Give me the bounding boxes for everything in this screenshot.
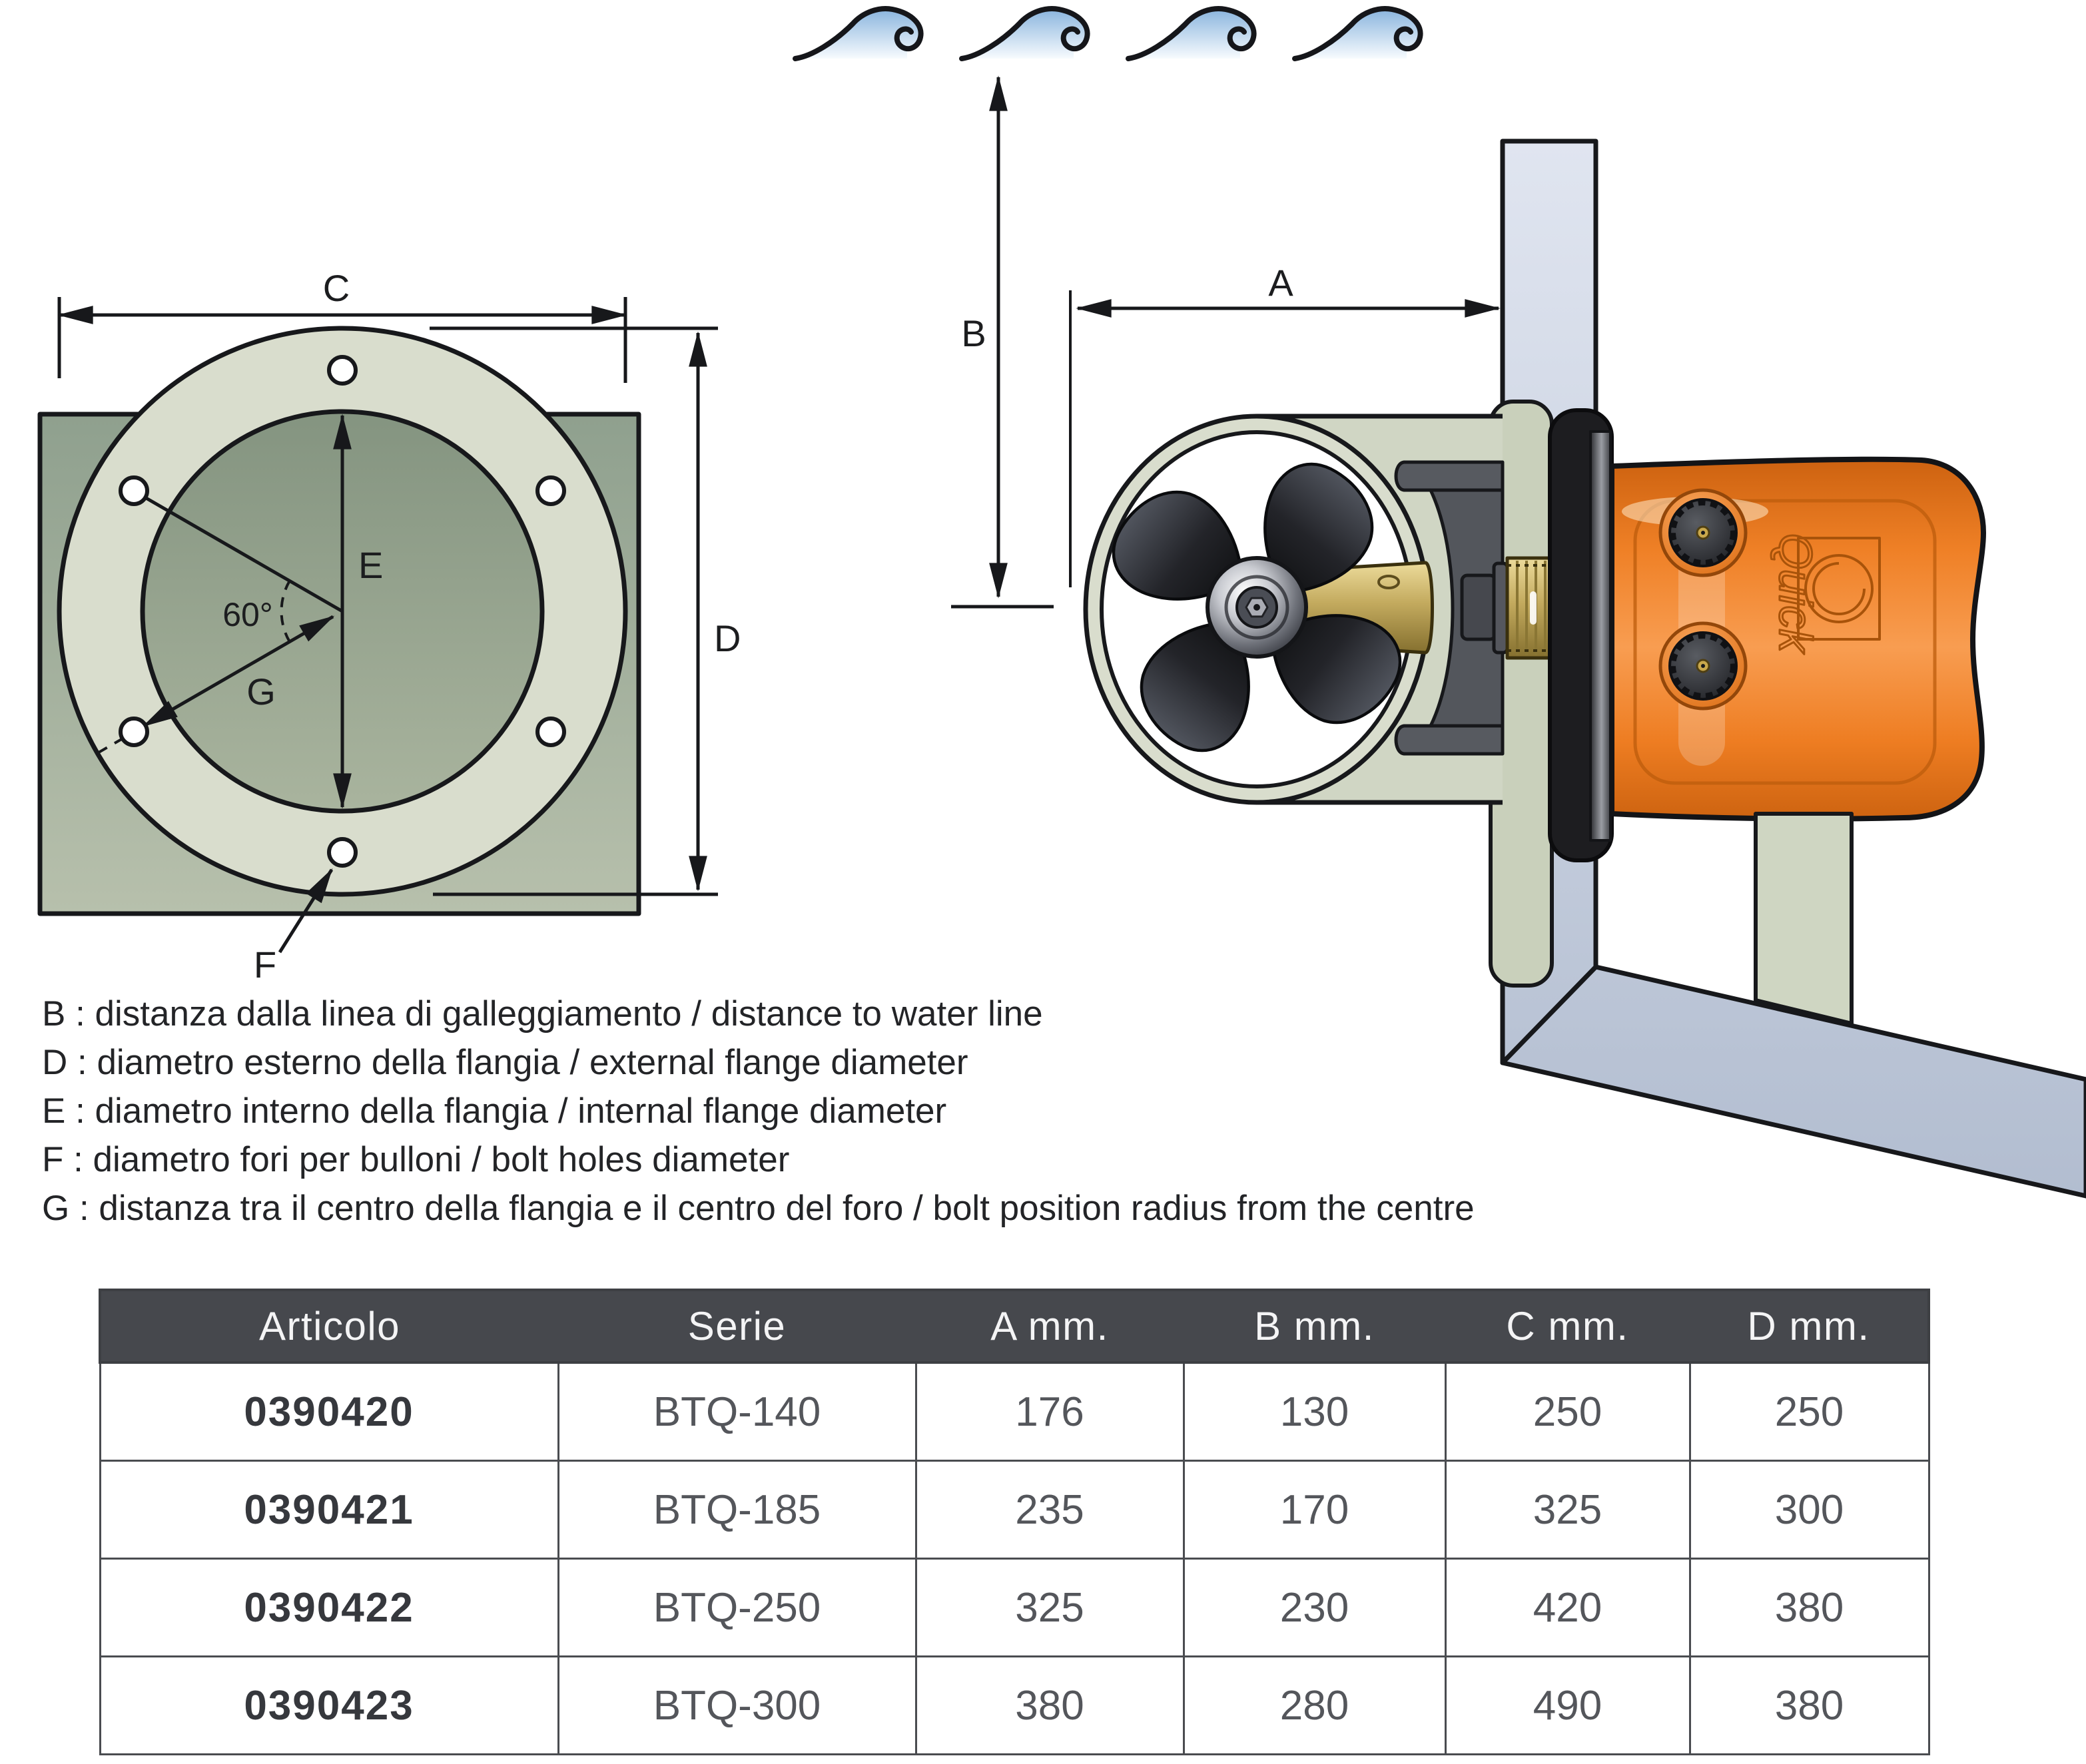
header-d-mm: D mm. xyxy=(1690,1290,1929,1362)
motor-support-strut xyxy=(1756,814,1852,1024)
cell-serie: BTQ-300 xyxy=(558,1657,916,1755)
table-row xyxy=(100,1362,1929,1461)
cell-a: 235 xyxy=(916,1461,1184,1559)
legend-line-d: D : diametro esterno della flangia / external flange diameter xyxy=(42,1043,968,1082)
thruster-motor xyxy=(1612,459,1983,819)
label-b: B xyxy=(961,312,986,354)
cell-d: 380 xyxy=(1690,1657,1929,1755)
cell-a: 325 xyxy=(916,1559,1184,1657)
label-angle-60: 60° xyxy=(222,596,273,633)
legend-line-b: B : distanza dalla linea di galleggiamento / distance to water line xyxy=(42,994,1043,1033)
motor-knob-top xyxy=(1660,490,1746,575)
label-f: F xyxy=(253,944,277,986)
cell-c: 420 xyxy=(1445,1559,1690,1657)
flange-front-view xyxy=(40,267,741,986)
cell-c: 325 xyxy=(1445,1461,1690,1559)
cell-b: 170 xyxy=(1184,1461,1445,1559)
cell-articolo: 0390422 xyxy=(100,1559,558,1657)
dimensions-table xyxy=(99,1289,1930,1755)
cell-b: 280 xyxy=(1184,1657,1445,1755)
cell-b: 130 xyxy=(1184,1362,1445,1461)
cell-serie: BTQ-185 xyxy=(558,1461,916,1559)
legend-line-f: F : diametro fori per bulloni / bolt holes diameter xyxy=(42,1140,790,1179)
header-serie: Serie xyxy=(558,1290,916,1362)
cell-articolo: 0390421 xyxy=(100,1461,558,1559)
cell-c: 490 xyxy=(1445,1657,1690,1755)
legend-line-e: E : diametro interno della flangia / internal flange diameter xyxy=(42,1091,947,1131)
cell-b: 230 xyxy=(1184,1559,1445,1657)
legend-line-g: G : distanza tra il centro della flangia e il centro del foro / bolt position radius from the centre xyxy=(42,1189,1475,1228)
table-row xyxy=(100,1657,1929,1755)
cell-a: 176 xyxy=(916,1362,1184,1461)
cell-d: 300 xyxy=(1690,1461,1929,1559)
label-g: G xyxy=(246,671,276,713)
cell-articolo: 0390420 xyxy=(100,1362,558,1461)
quick-logo-text: Quick xyxy=(1770,533,1822,653)
header-b-mm: B mm. xyxy=(1184,1290,1445,1362)
cell-articolo: 0390423 xyxy=(100,1657,558,1755)
cell-a: 380 xyxy=(916,1657,1184,1755)
cell-d: 380 xyxy=(1690,1559,1929,1657)
label-d: D xyxy=(714,617,741,659)
header-c-mm: C mm. xyxy=(1445,1290,1690,1362)
header-a-mm: A mm. xyxy=(916,1290,1184,1362)
label-c: C xyxy=(322,267,350,309)
header-articolo: Articolo xyxy=(100,1290,558,1362)
table-header-row xyxy=(100,1290,1929,1362)
cell-d: 250 xyxy=(1690,1362,1929,1461)
table-row xyxy=(100,1461,1929,1559)
motor-end-bell xyxy=(1590,432,1610,840)
cell-c: 250 xyxy=(1445,1362,1690,1461)
cell-serie: BTQ-250 xyxy=(558,1559,916,1657)
label-a: A xyxy=(1268,262,1293,304)
motor-knob-bottom xyxy=(1660,623,1746,709)
water-waves-icon xyxy=(795,9,1421,59)
dimension-legend xyxy=(42,990,1475,1233)
table-row xyxy=(100,1559,1929,1657)
cell-serie: BTQ-140 xyxy=(558,1362,916,1461)
label-e: E xyxy=(358,544,384,586)
